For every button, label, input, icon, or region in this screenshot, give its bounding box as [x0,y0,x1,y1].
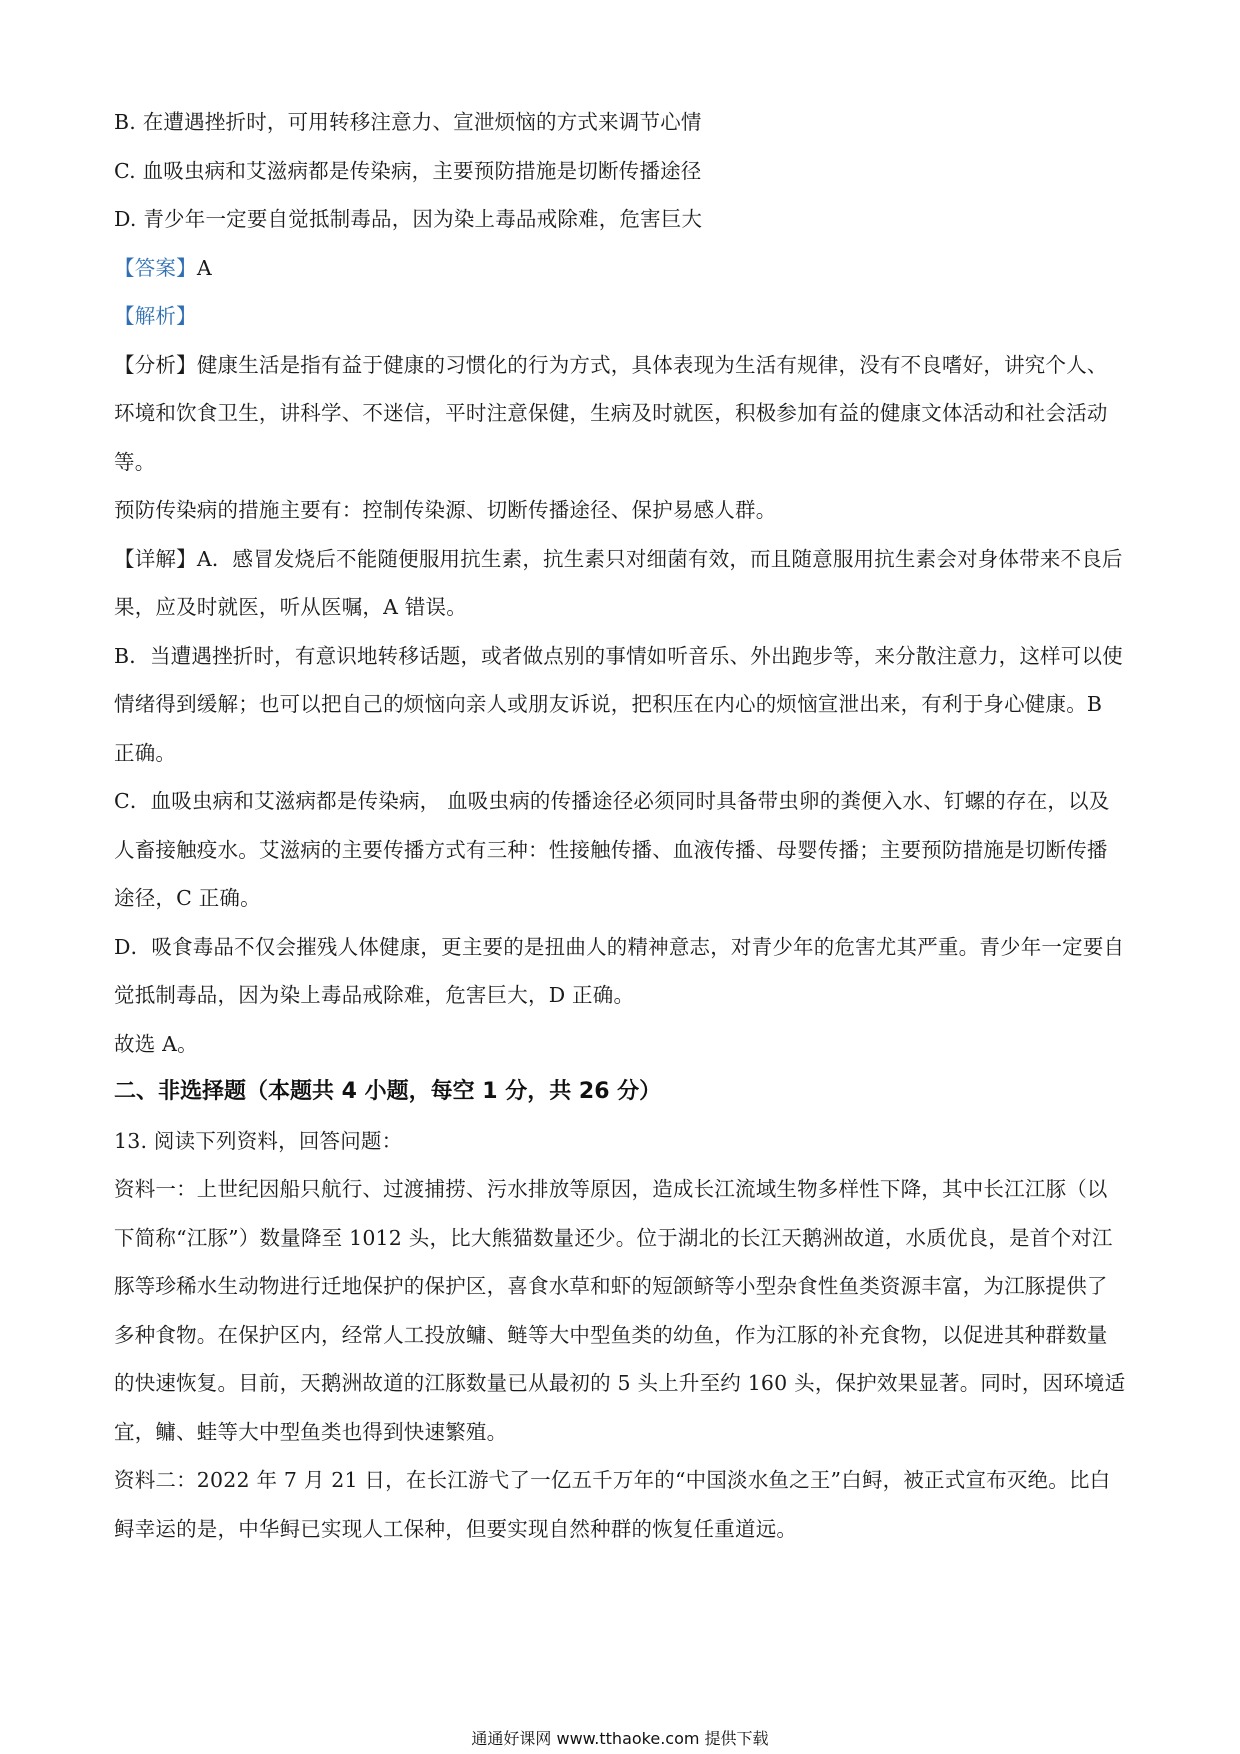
option-c: C. 血吸虫病和艾滋病都是传染病，主要预防措施是切断传播途径 [114,158,702,183]
xiangjie-label: 【详解】 [114,546,197,571]
fenxi-text: 健康生活是指有益于健康的习惯化的行为方式，具体表现为生活有规律，没有不良嗜好，讲究个人、环境和饮食卫生，讲科学、不迷信，平时注意保健，生病及时就医，积极参加有益的健康文体活动和社会活动等。 [114,352,1108,474]
answer-line [114,244,1126,293]
detail-b-paragraph: B．当遭遇挫折时，有意识地转移话题，或者做点别的事情如听音乐、外出跑步等，来分散注意力，这样可以使情绪得到缓解；也可以把自己的烦恼向亲人或朋友诉说，把积压在内心的烦恼宣泄出来，有利于身心健康。B 正确。 [114,643,1123,765]
analysis-label: 【解析】 [114,304,197,328]
material-one-paragraph: 资料一：上世纪因船只航行、过渡捕捞、污水排放等原因，造成长江流域生物多样性下降，其中长江江豚（以下简称“江豚”）数量降至 1012 头，比大熊猫数量还少。位于湖北的长江天鹅洲故道，水质优良，是首个对江豚等珍稀水生动物进行迁地保护的保护区，喜食水草和虾的短颌鲚等小型杂食性鱼类资源丰富，为江豚提供了多种食物。在保护区内，经常人工投放鳙、鲢等大中型鱼类的幼鱼，作为江豚的补充食物，以促进其种群数量的快速恢复。目前，天鹅洲故道的江豚数量已从最初的 5 头上升至约 160 头，保护效果显著。同时，因环境适宜，鳙、蛙等大中型鱼类也得到快速繁殖。 [114,1177,1126,1444]
xiangjie-a-text: A．感冒发烧后不能随便服用抗生素，抗生素只对细菌有效，而且随意服用抗生素会对身体带来不良后果，应及时就医，听从医嘱，A 错误。 [114,546,1123,619]
page-content [114,98,1126,1553]
conclusion-line: 故选 A。 [114,1031,198,1056]
prevent-paragraph: 预防传染病的措施主要有：控制传染源、切断传播途径、保护易感人群。 [114,498,777,522]
fenxi-label: 【分析】 [114,352,197,377]
option-d: D. 青少年一定要自觉抵制毒品，因为染上毒品戒除难，危害巨大 [114,207,703,231]
option-b: B. 在遭遇挫折时，可用转移注意力、宣泄烦恼的方式来调节心情 [114,110,702,134]
fenxi-paragraph [114,341,1126,487]
question-stem: 13. 阅读下列资料，回答问题： [114,1128,403,1153]
detail-d-paragraph: D．吸食毒品不仅会摧残人体健康，更主要的是扭曲人的精神意志，对青少年的危害尤其严重。青少年一定要自觉抵制毒品，因为染上毒品戒除难，危害巨大，D 正确。 [114,934,1125,1007]
answer-value: A [196,255,212,280]
xiangjie-paragraph [114,535,1126,632]
material-two-paragraph: 资料二：2022 年 7 月 21 日，在长江游弋了一亿五千万年的“中国淡水鱼之王”白鲟，被正式宣布灭绝。比白鲟幸运的是，中华鲟已实现人工保种，但要实现自然种群的恢复任重道远。 [114,1468,1111,1541]
page-footer: 通通好课网 www.tthaoke.com 提供下载 [471,1729,769,1748]
detail-c-paragraph: C．血吸虫病和艾滋病都是传染病， 血吸虫病的传播途径必须同时具备带虫卵的粪便入水、钉螺的存在，以及人畜接触疫水。艾滋病的主要传播方式有三种：性接触传播、血液传播、母婴传播；主要预防措施是切断传播途径，C 正确。 [114,789,1110,910]
answer-label: 【答案】 [114,255,197,280]
section-title: 二、非选择题（本题共 4 小题，每空 1 分，共 26 分） [114,1079,662,1104]
